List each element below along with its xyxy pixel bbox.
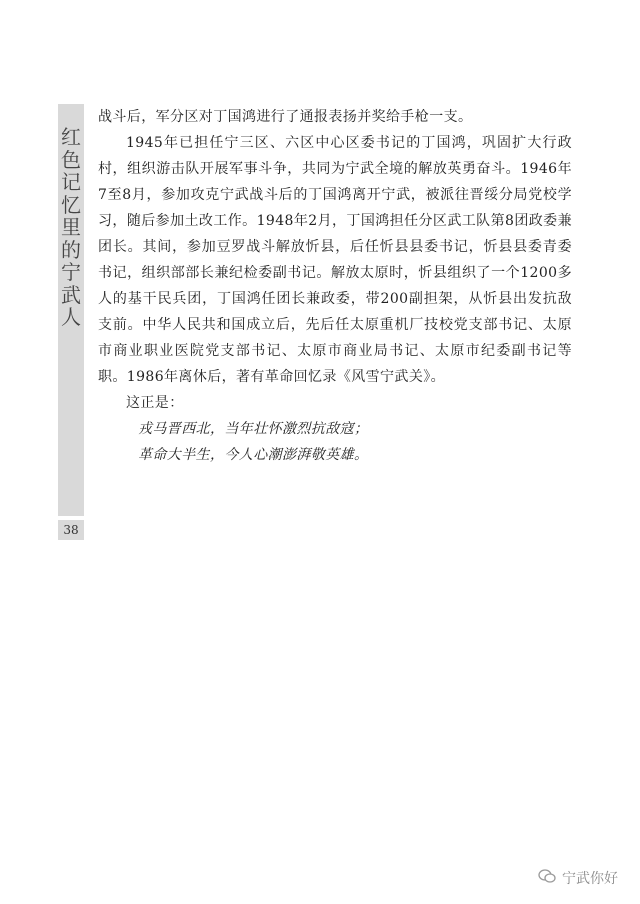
paragraph: 战斗后，军分区对丁国鸿进行了通报表扬并奖给手枪一支。	[98, 109, 473, 125]
side-tab-char: 武	[61, 282, 81, 307]
chapter-side-tab	[58, 104, 84, 516]
body-text	[98, 104, 572, 468]
side-tab-char: 里	[61, 215, 81, 239]
watermark-text: 宁武你好	[562, 871, 618, 887]
side-tab-char: 人	[61, 305, 81, 329]
side-tab-char: 宁	[61, 260, 81, 284]
couplet	[98, 416, 572, 468]
paragraph: 1945年已担任宁三区、六区中心区委书记的丁国鸿，巩固扩大行政村，组织游击队开展军事斗争，共同为宁武全境的解放英勇奋斗。1946年7至8月，参加攻克宁武战斗后的丁国鸿离开宁武，被派往晋绥分局党校学习，随后参加土改工作。1948年2月，丁国鸿担任分区武工队第8团政委兼团长。其间，参加豆罗战斗解放忻县，后任忻县县委书记，忻县县委青委书记，组织部部长兼纪检委副书记。解放太原时，忻县组织了一个1200多人的基干民兵团，丁国鸿任团长兼政委，带200副担架，从忻县出发抗敌支前。中华人民共和国成立后，先后任太原重机厂技校党支部书记、太原市商业职业医院党支部书记、太原市商业局书记、太原市纪委副书记等职。1986年离休后，著有革命回忆录《风雪宁武关》。	[98, 135, 572, 385]
couplet-line: 戎马晋西北，当年壮怀激烈抗敌寇；	[138, 421, 369, 437]
side-tab-char: 红	[61, 125, 81, 149]
side-tab-char: 记	[61, 170, 81, 194]
couplet-line: 革命大半生，今人心潮澎湃敬英雄。	[138, 447, 369, 463]
watermark	[538, 868, 618, 888]
side-tab-char: 色	[61, 147, 81, 172]
side-tab-char: 忆	[61, 192, 81, 217]
side-tab-char: 的	[61, 237, 81, 262]
paragraph: 这正是：	[126, 395, 184, 411]
page-number: 38	[58, 520, 84, 540]
wechat-icon	[538, 868, 556, 888]
